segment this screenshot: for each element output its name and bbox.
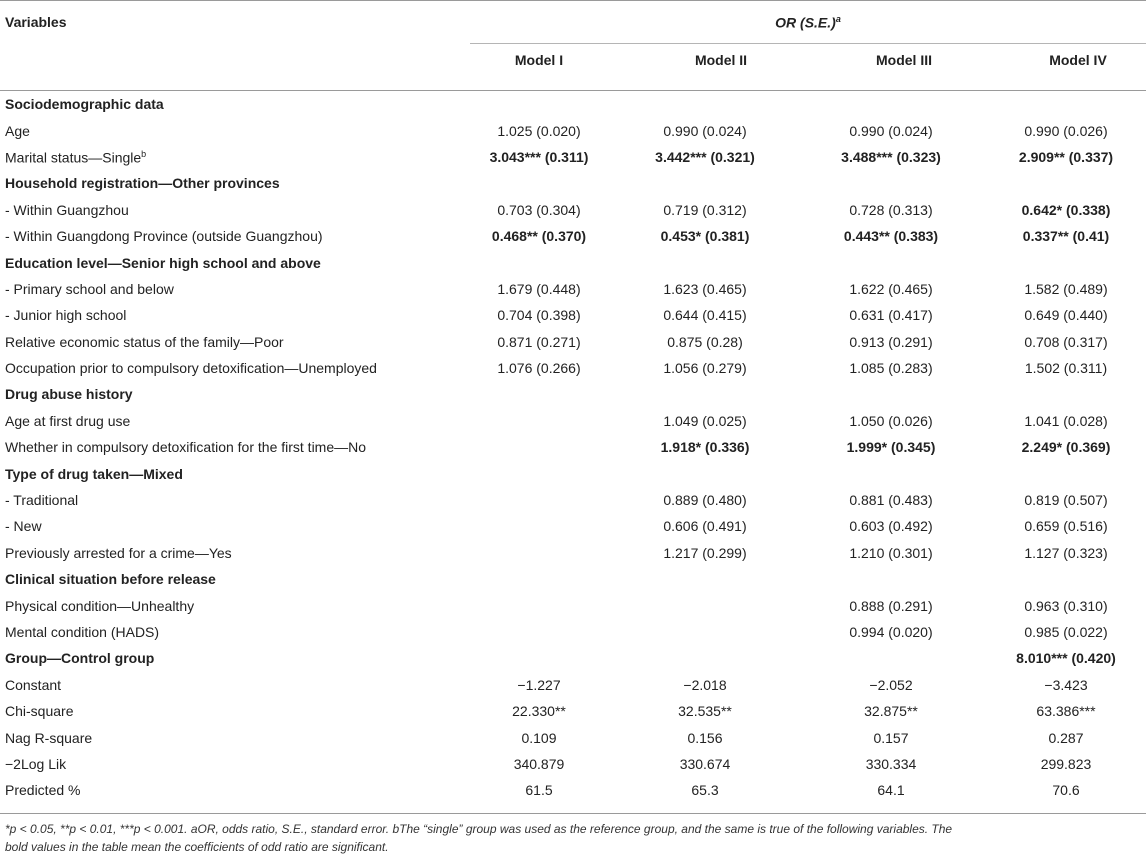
model-1-cell: [464, 487, 614, 513]
model-2-cell: [614, 170, 796, 196]
model-3-cell: [796, 91, 986, 117]
model-1-cell: 0.871 (0.271): [497, 333, 581, 350]
row-label-text: Nag R-square: [5, 729, 93, 746]
model-3-cell: [796, 249, 986, 275]
model-2-cell: [614, 566, 796, 592]
row-label-text: Physical condition—Unhealthy: [5, 597, 195, 614]
model-1-cell: 0.109: [521, 729, 557, 746]
model-2-cell: 1.918* (0.336): [660, 439, 750, 456]
model-1-cell: 1.679 (0.448): [497, 280, 581, 297]
model-1-cell: [464, 645, 614, 671]
table-row: [0, 540, 1146, 566]
row-label: [0, 144, 464, 170]
model-2-cell: 0.889 (0.480): [663, 492, 747, 509]
model-4-cell: 63.386***: [1036, 703, 1096, 720]
model-4-cell: 0.287: [1048, 729, 1084, 746]
table-row: [0, 724, 1146, 750]
table-body: [0, 91, 1146, 804]
row-label-text: Household registration—Other provinces: [5, 175, 280, 192]
model-1-cell: [464, 249, 614, 275]
row-label: [0, 381, 464, 407]
model-4-cell: 2.909** (0.337): [1018, 148, 1114, 165]
row-label: [0, 645, 464, 671]
model-4-cell: −3.423: [1044, 676, 1088, 693]
model-3-cell: 0.157: [873, 729, 909, 746]
row-label: [0, 355, 464, 381]
model-2-cell: [614, 249, 796, 275]
row-label-text: - Traditional: [5, 492, 79, 509]
row-label: [0, 540, 464, 566]
model-3-cell: 0.990 (0.024): [849, 122, 933, 139]
model-2-cell: [614, 460, 796, 486]
model-1-header: Model I: [514, 52, 564, 68]
table-row: [0, 355, 1146, 381]
table-row: [0, 672, 1146, 698]
model-3-cell: [796, 645, 986, 671]
model-2-cell: [614, 91, 796, 117]
model-3-cell: [796, 170, 986, 196]
model-2-cell: 330.674: [679, 755, 731, 772]
model-2-cell: 1.217 (0.299): [663, 544, 747, 561]
variables-header: Variables: [5, 14, 67, 30]
row-label-text: −2Log Lik: [5, 755, 67, 772]
footnote-line-2: bold values in the table mean the coefficients of odd ratio are significant.: [5, 840, 389, 854]
model-1-cell: −1.227: [517, 676, 561, 693]
model-2-cell: 0.719 (0.312): [663, 201, 747, 218]
model-4-cell: [986, 381, 1146, 407]
row-label: [0, 777, 464, 803]
model-4-cell: [986, 566, 1146, 592]
model-3-cell: [796, 381, 986, 407]
row-label: [0, 460, 464, 486]
model-2-cell: 0.606 (0.491): [663, 518, 747, 535]
model-2-header: Model II: [694, 52, 748, 68]
row-label-text: Whether in compulsory detoxification for the first time—No: [5, 439, 367, 456]
row-label: [0, 408, 464, 434]
row-label-text: - Within Guangdong Province (outside Guangzhou): [5, 228, 323, 245]
table-row: [0, 408, 1146, 434]
data-table: [0, 91, 1146, 804]
model-4-cell: 0.819 (0.507): [1024, 492, 1108, 509]
model-4-cell: [986, 91, 1146, 117]
row-label-text: Drug abuse history: [5, 386, 133, 403]
row-label-text: Group—Control group: [5, 650, 155, 667]
model-4-cell: 1.127 (0.323): [1024, 544, 1108, 561]
or-header-sup: a: [835, 14, 841, 24]
model-4-cell: 0.337** (0.41): [1022, 228, 1110, 245]
model-1-cell: [464, 434, 614, 460]
model-1-cell: 340.879: [513, 755, 565, 772]
row-label-text: Age at first drug use: [5, 412, 131, 429]
model-1-cell: [464, 170, 614, 196]
section-row: [0, 91, 1146, 117]
model-2-cell: [614, 381, 796, 407]
row-label: [0, 223, 464, 249]
row-label: [0, 91, 464, 117]
table-row: [0, 329, 1146, 355]
row-label: [0, 197, 464, 223]
model-4-cell: 1.582 (0.489): [1024, 280, 1108, 297]
row-label: [0, 117, 464, 143]
model-3-cell: 3.488*** (0.323): [841, 148, 941, 165]
model-4-cell: 0.985 (0.022): [1024, 624, 1108, 640]
row-label-text: Predicted %: [5, 782, 81, 799]
model-2-cell: −2.018: [683, 676, 727, 693]
model-2-cell: 0.875 (0.28): [667, 333, 743, 350]
model-3-cell: 0.881 (0.483): [849, 492, 933, 509]
model-1-cell: 0.704 (0.398): [497, 307, 581, 324]
model-3-cell: 1.050 (0.026): [849, 412, 933, 429]
model-2-cell: 0.156: [687, 729, 723, 746]
model-3-cell: 330.334: [865, 755, 917, 772]
row-label: [0, 672, 464, 698]
table-row: [0, 117, 1146, 143]
section-row: [0, 566, 1146, 592]
model-4-cell: 1.041 (0.028): [1024, 412, 1108, 429]
model-1-cell: [464, 540, 614, 566]
table-row: [0, 487, 1146, 513]
section-row: [0, 249, 1146, 275]
table-row: [0, 302, 1146, 328]
row-label-text: Marital status—Single: [5, 149, 142, 166]
table-row: [0, 751, 1146, 777]
row-label: [0, 302, 464, 328]
model-1-cell: [464, 91, 614, 117]
row-label-text: Clinical situation before release: [5, 571, 216, 588]
model-3-cell: 1.999* (0.345): [846, 439, 936, 456]
model-3-cell: [796, 460, 986, 486]
table-row: [0, 619, 1146, 645]
model-3-cell: −2.052: [869, 676, 913, 693]
section-row: [0, 170, 1146, 196]
table-row: [0, 698, 1146, 724]
model-3-cell: 0.994 (0.020): [849, 624, 933, 640]
model-4-cell: 70.6: [1052, 782, 1080, 799]
model-2-cell: 32.535**: [678, 703, 732, 720]
row-label-text: Constant: [5, 676, 62, 693]
or-underline-rule: [470, 43, 1146, 44]
row-label-text: - Junior high school: [5, 307, 127, 324]
model-4-cell: 0.990 (0.026): [1024, 122, 1108, 139]
model-1-cell: [464, 408, 614, 434]
model-2-cell: [614, 619, 796, 645]
row-label: [0, 592, 464, 618]
model-1-cell: 61.5: [525, 782, 553, 799]
model-3-cell: 0.913 (0.291): [849, 333, 933, 350]
row-label-text: Age: [5, 122, 30, 139]
row-label: [0, 724, 464, 750]
or-header-label: OR (S.E.): [775, 14, 836, 31]
row-label: [0, 619, 464, 645]
table-row: [0, 144, 1146, 170]
model-1-cell: [464, 566, 614, 592]
row-label-text: Mental condition (HADS): [5, 624, 160, 640]
bottom-rule: [0, 813, 1146, 814]
row-label: [0, 751, 464, 777]
model-2-cell: 1.049 (0.025): [663, 412, 747, 429]
table-row: [0, 434, 1146, 460]
model-1-cell: 3.043*** (0.311): [489, 148, 589, 165]
model-3-cell: 0.888 (0.291): [849, 597, 933, 614]
model-3-cell: 1.085 (0.283): [849, 360, 933, 377]
or-header: [470, 14, 1146, 31]
model-4-cell: 0.649 (0.440): [1024, 307, 1108, 324]
model-3-cell: 64.1: [877, 782, 905, 799]
model-1-cell: 1.025 (0.020): [497, 122, 581, 139]
model-3-cell: 0.728 (0.313): [849, 201, 933, 218]
model-1-cell: [464, 619, 614, 645]
row-label-sup: b: [141, 148, 147, 159]
model-2-cell: 1.623 (0.465): [663, 280, 747, 297]
model-4-cell: 0.963 (0.310): [1024, 597, 1108, 614]
row-label-text: Chi-square: [5, 703, 74, 720]
model-1-cell: [464, 460, 614, 486]
row-label: [0, 566, 464, 592]
model-4-cell: 2.249* (0.369): [1021, 439, 1111, 456]
table-row: [0, 777, 1146, 803]
model-3-cell: 0.603 (0.492): [849, 518, 933, 535]
model-3-cell: [796, 566, 986, 592]
model-2-cell: [614, 592, 796, 618]
row-label: [0, 170, 464, 196]
model-4-cell: 8.010*** (0.420): [1016, 650, 1116, 667]
row-label-text: - Within Guangzhou: [5, 201, 129, 218]
row-label-text: Occupation prior to compulsory detoxification—Unemployed: [5, 360, 377, 377]
table-row: [0, 276, 1146, 302]
model-4-cell: 0.708 (0.317): [1024, 333, 1108, 350]
model-4-cell: [986, 460, 1146, 486]
model-1-cell: 0.468** (0.370): [491, 228, 587, 245]
model-4-cell: [986, 170, 1146, 196]
table-footnote: [5, 820, 1143, 856]
row-label: [0, 249, 464, 275]
model-4-cell: 0.659 (0.516): [1024, 518, 1108, 535]
row-label-text: Sociodemographic data: [5, 96, 164, 113]
model-4-header: Model IV: [1049, 52, 1107, 68]
table-row: [0, 592, 1146, 618]
model-1-cell: 22.330**: [512, 703, 566, 720]
row-label-text: Education level—Senior high school and above: [5, 254, 321, 271]
table-row: [0, 223, 1146, 249]
row-label-text: Previously arrested for a crime—Yes: [5, 544, 232, 561]
model-1-cell: [464, 592, 614, 618]
row-label: [0, 329, 464, 355]
model-3-header: Model III: [876, 52, 932, 68]
model-1-cell: 1.076 (0.266): [497, 360, 581, 377]
row-label-text: Relative economic status of the family—Poor: [5, 333, 284, 350]
section-row: [0, 460, 1146, 486]
top-rule: [0, 0, 1146, 1]
section-row: [0, 381, 1146, 407]
model-2-cell: 3.442*** (0.321): [655, 148, 755, 165]
model-3-cell: 0.631 (0.417): [849, 307, 933, 324]
footnote-line-1: *p < 0.05, **p < 0.01, ***p < 0.001. aOR, odds ratio, S.E., standard error. bThe “single” group was used as the reference group, and the same is true of the following variables. The: [5, 822, 953, 836]
row-label-text: - Primary school and below: [5, 280, 174, 297]
table-row: [0, 197, 1146, 223]
model-2-cell: 0.453* (0.381): [660, 228, 750, 245]
row-label-text: - New: [5, 518, 42, 535]
model-1-cell: [464, 381, 614, 407]
table-row: [0, 513, 1146, 539]
section-row: [0, 645, 1146, 671]
model-2-cell: 0.644 (0.415): [663, 307, 747, 324]
row-label: [0, 276, 464, 302]
model-2-cell: 0.990 (0.024): [663, 122, 747, 139]
model-3-cell: 32.875**: [864, 703, 918, 720]
row-label: [0, 698, 464, 724]
model-2-cell: 1.056 (0.279): [663, 360, 747, 377]
model-3-cell: 1.210 (0.301): [849, 544, 933, 561]
row-label-text: Type of drug taken—Mixed: [5, 465, 183, 482]
model-2-cell: [614, 645, 796, 671]
model-1-cell: [464, 513, 614, 539]
model-3-cell: 1.622 (0.465): [849, 280, 933, 297]
row-label: [0, 487, 464, 513]
model-1-cell: 0.703 (0.304): [497, 201, 581, 218]
model-4-cell: 299.823: [1040, 755, 1092, 772]
row-label: [0, 513, 464, 539]
model-4-cell: 0.642* (0.338): [1021, 201, 1111, 218]
model-3-cell: 0.443** (0.383): [843, 228, 939, 245]
model-4-cell: 1.502 (0.311): [1024, 360, 1108, 377]
row-label: [0, 434, 464, 460]
model-2-cell: 65.3: [691, 782, 719, 799]
model-4-cell: [986, 249, 1146, 275]
